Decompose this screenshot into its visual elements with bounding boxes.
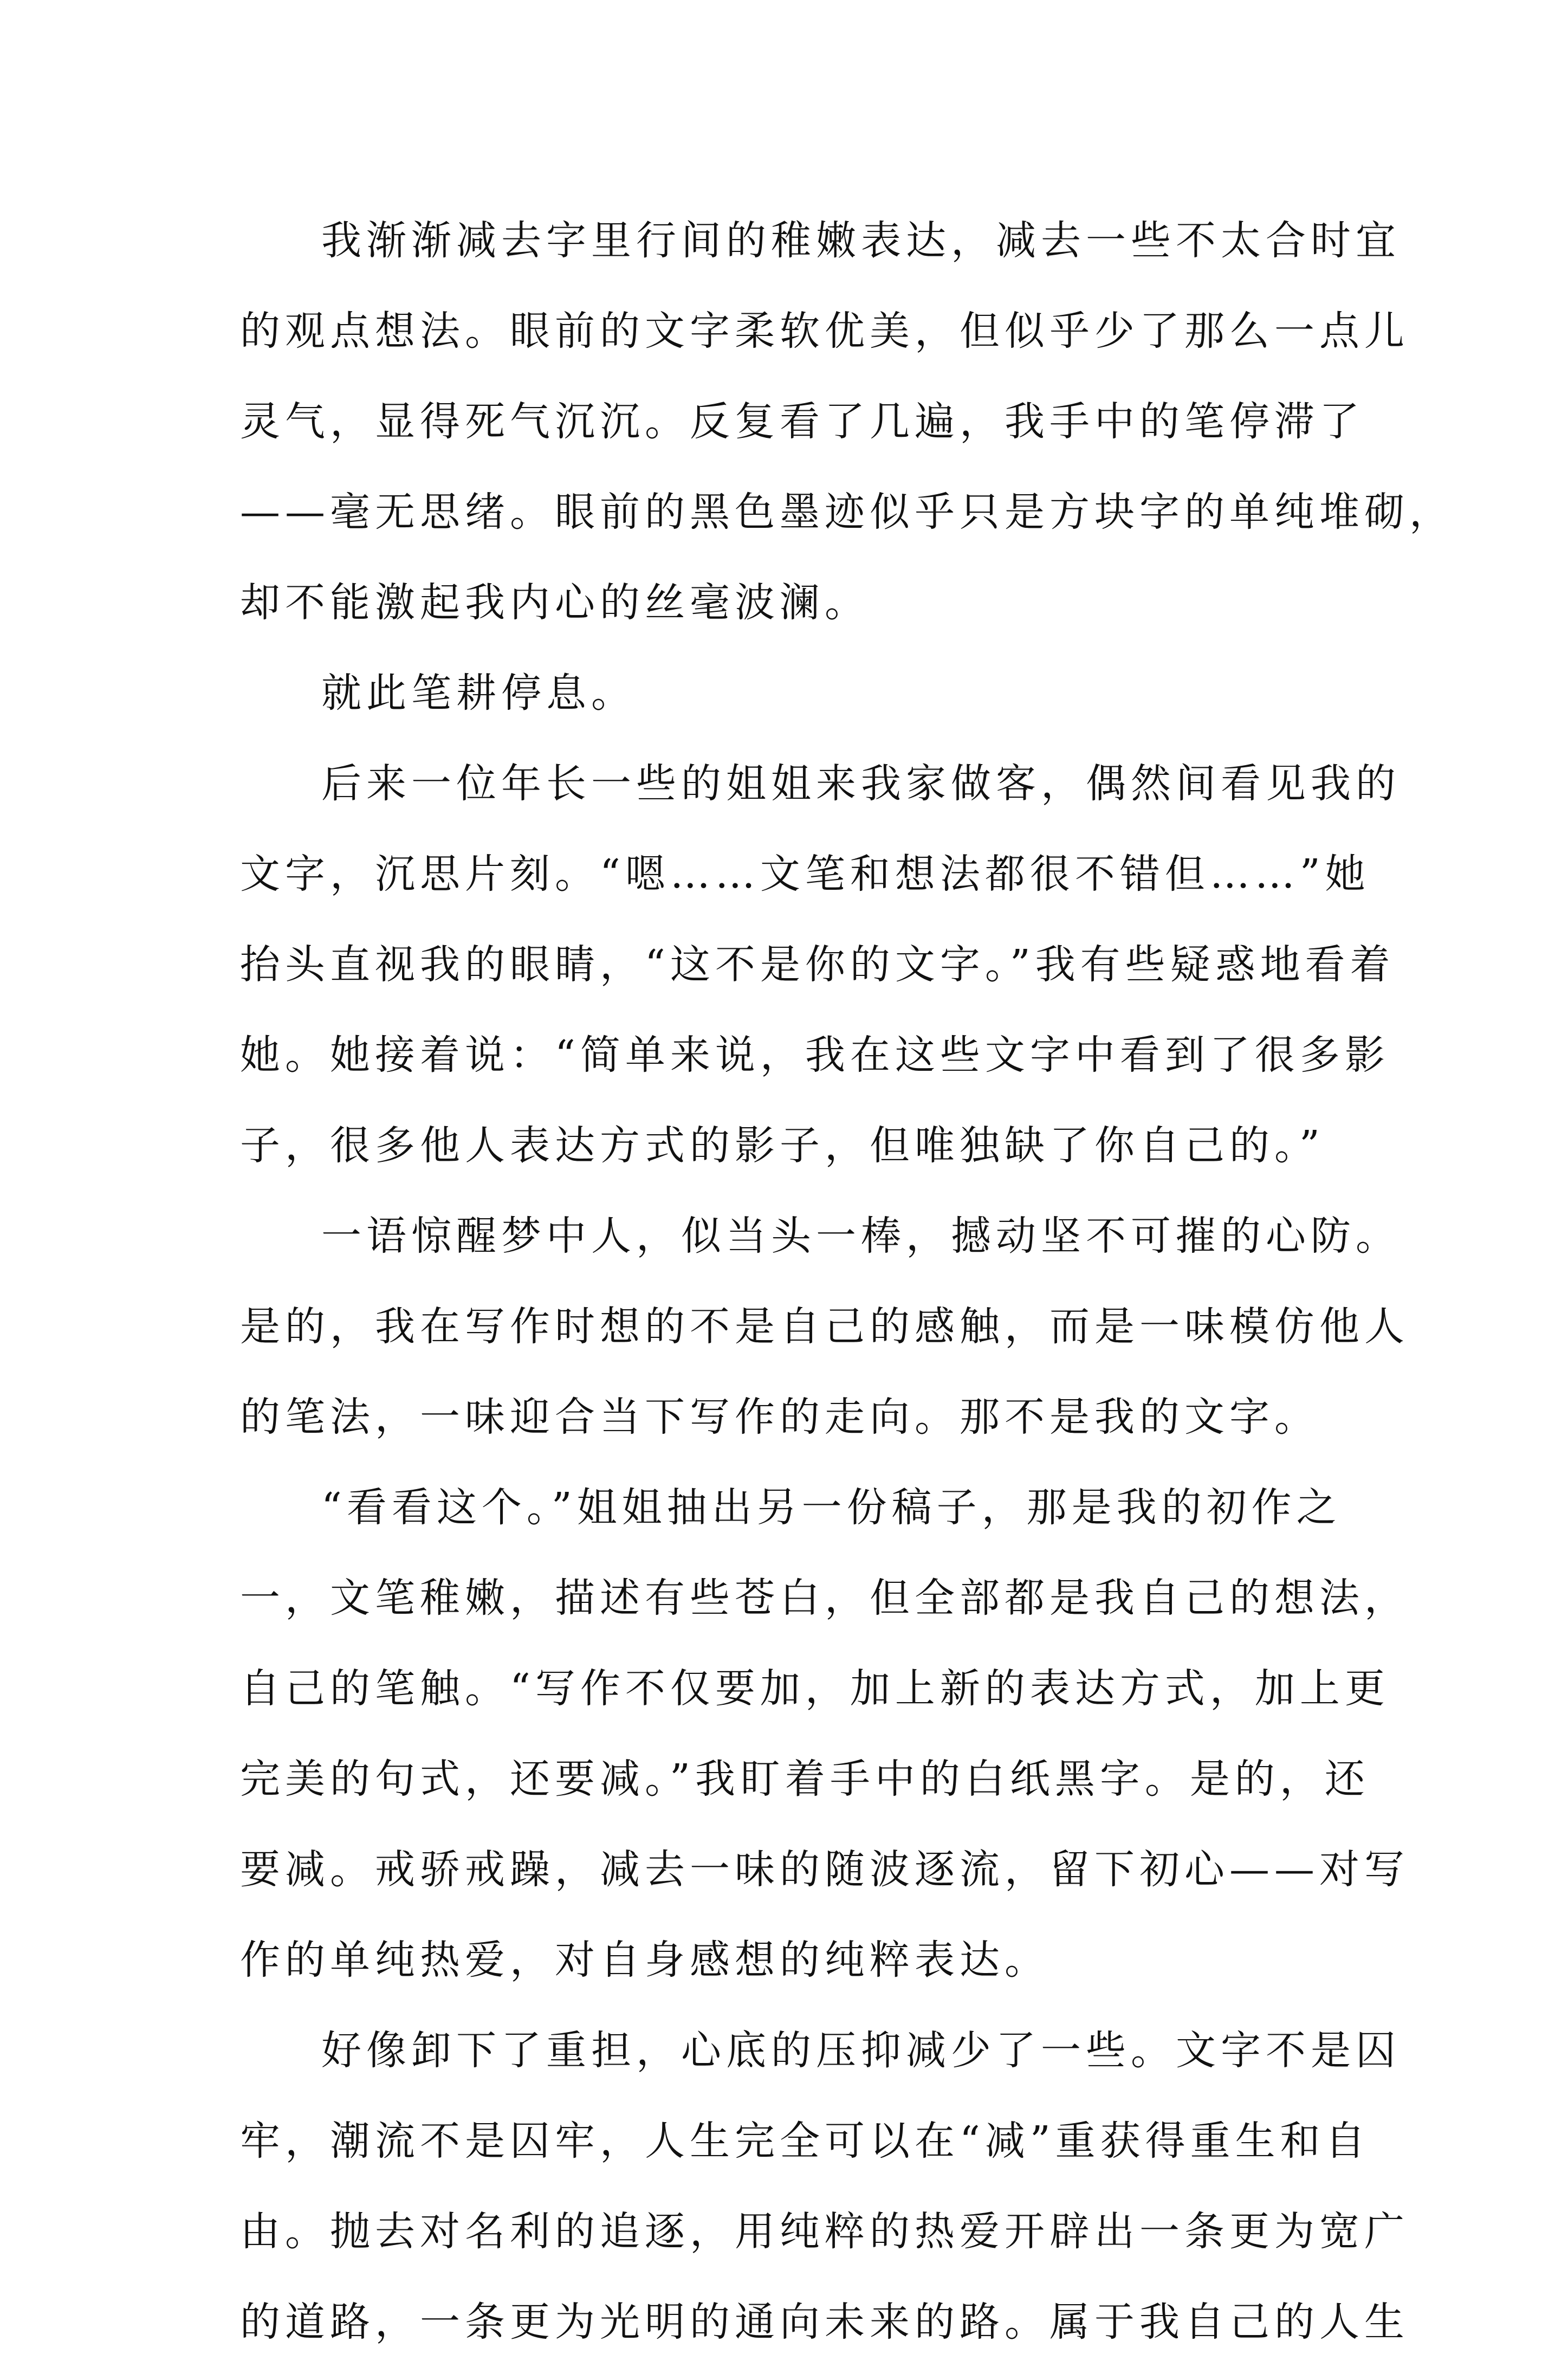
body-text [240, 208, 1454, 2380]
text-line: 文字，沉思片刻。“嗯……文笔和想法都很不错但……”她 [240, 851, 1370, 897]
text-line: 她。她接着说：“简单来说，我在这些文字中看到了很多影 [240, 1032, 1390, 1078]
text-line: 完美的句式，还要减。”我盯着手中的白纸黑字。是的，还 [240, 1756, 1370, 1802]
text-line: 的观点想法。眼前的文字柔软优美，但似乎少了那么一点儿 [240, 308, 1409, 354]
text-line: 好像卸下了重担，心底的压抑减少了一些。文字不是囚 [321, 2027, 1401, 2074]
text-line: 抬头直视我的眼睛，“这不是你的文字。”我有些疑惑地看着 [240, 941, 1395, 988]
text-line: 自己的笔触。“写作不仅要加，加上新的表达方式，加上更 [240, 1665, 1390, 1712]
text-line: “看看这个。”姐姐抽出另一份稿子，那是我的初作之 [321, 1484, 1342, 1531]
text-line: 我渐渐减去字里行间的稚嫩表达，减去一些不太合时宜 [321, 217, 1401, 264]
text-line: 后来一位年长一些的姐姐来我家做客，偶然间看见我的 [321, 760, 1401, 807]
text-line: 就此笔耕停息。 [321, 670, 636, 716]
text-line: ——毫无思绪。眼前的黑色墨迹似乎只是方块字的单纯堆砌， [240, 489, 1454, 535]
text-line: 是的，我在写作时想的不是自己的感触，而是一味模仿他人 [240, 1303, 1409, 1350]
text-line: 的道路，一条更为光明的通向未来的路。属于我自己的人生 [240, 2299, 1409, 2345]
text-line: 灵气，显得死气沉沉。反复看了几遍，我手中的笔停滞了 [240, 398, 1364, 445]
text-line: 一，文笔稚嫩，描述有些苍白，但全部都是我自己的想法， [240, 1575, 1409, 1621]
text-line: 一语惊醒梦中人，似当头一棒，撼动坚不可摧的心防。 [321, 1213, 1401, 1259]
text-line: 却不能激起我内心的丝毫波澜。 [240, 579, 870, 626]
text-line: 要减。戒骄戒躁，减去一味的随波逐流，留下初心——对写 [240, 1846, 1409, 1893]
text-line: 作的单纯热爱，对自身感想的纯粹表达。 [240, 1937, 1049, 1983]
text-line: 牢，潮流不是囚牢，人生完全可以在“减”重获得重生和自 [240, 2118, 1370, 2164]
text-line: 子，很多他人表达方式的影子，但唯独缺了你自己的。” [240, 1122, 1325, 1169]
text-line: 的笔法，一味迎合当下写作的走向。那不是我的文字。 [240, 1394, 1319, 1440]
text-line: 由。抛去对名利的追逐，用纯粹的热爱开辟出一条更为宽广 [240, 2208, 1409, 2255]
